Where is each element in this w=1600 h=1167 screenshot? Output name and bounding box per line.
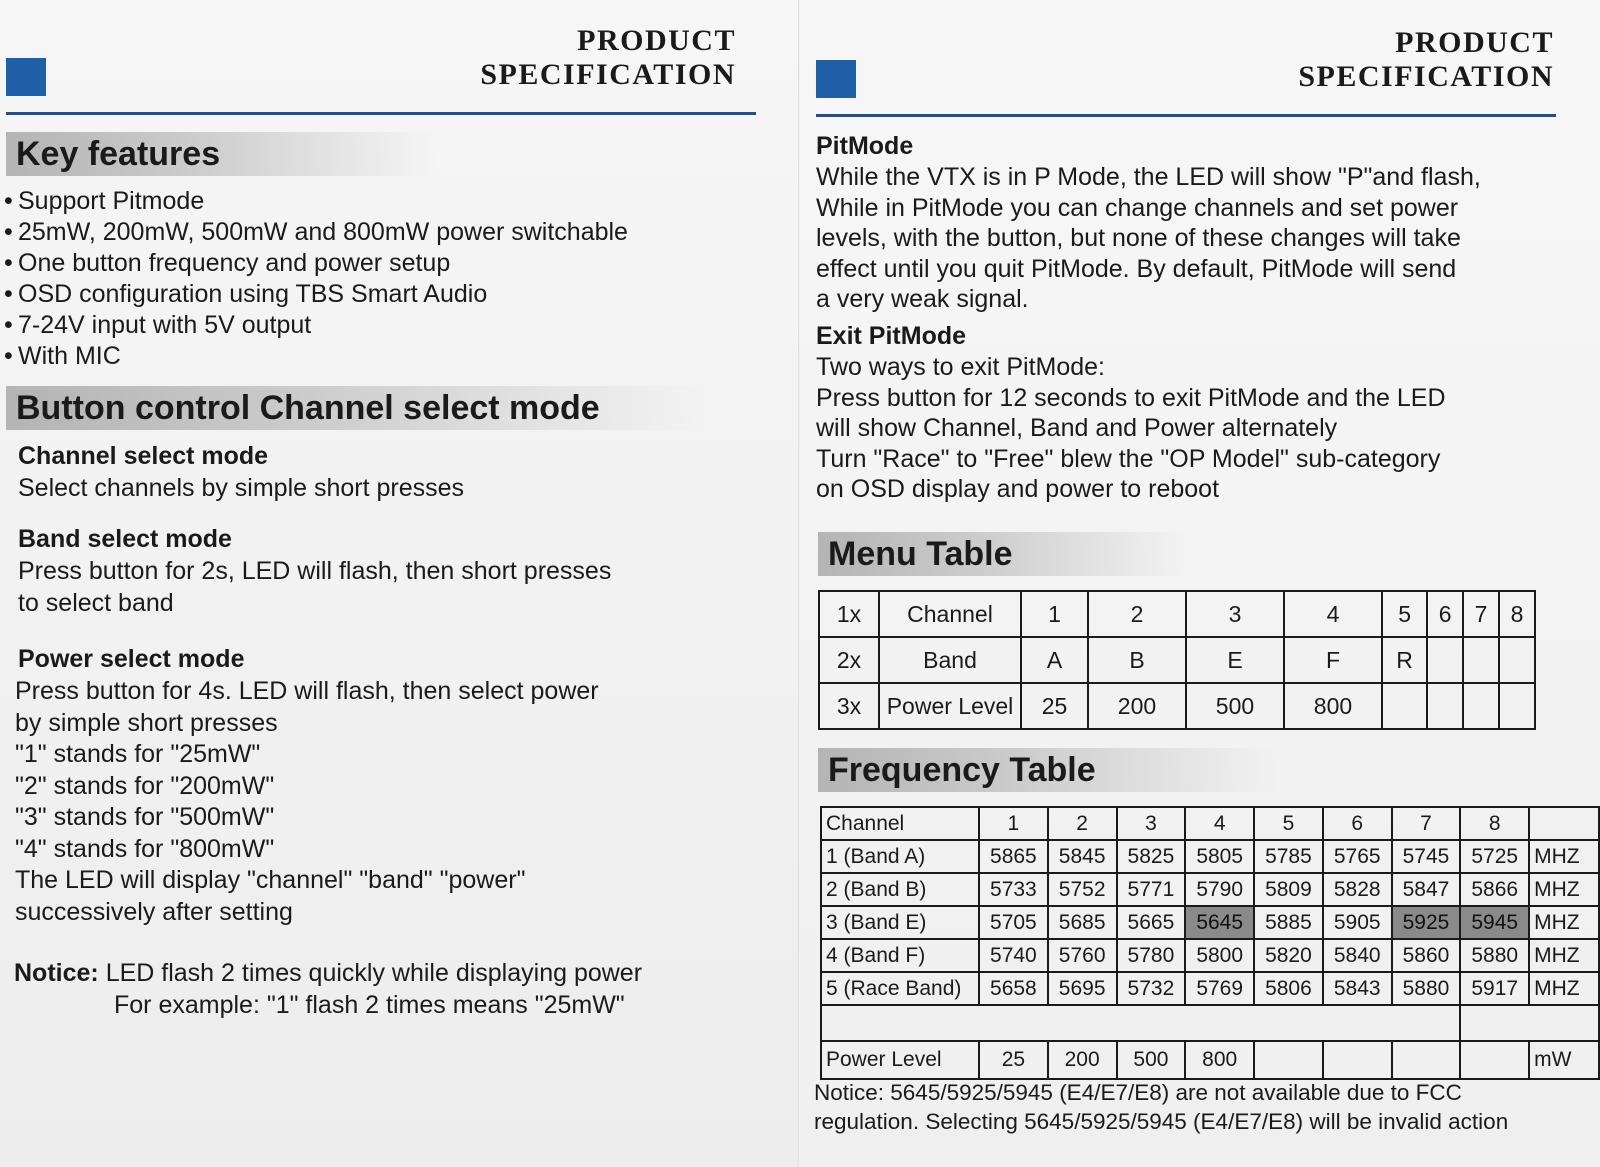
freq-value-cell: 5800 xyxy=(1185,939,1254,972)
freq-unit-cell: MHZ xyxy=(1529,906,1599,939)
menu-value-cell: F xyxy=(1284,637,1382,683)
menu-row xyxy=(819,591,1535,637)
fcc-notice-line2: regulation. Selecting 5645/5925/5945 (E4/E7/E8) will be invalid action xyxy=(814,1109,1509,1134)
bullet-icon: • xyxy=(4,249,13,277)
feature-item: • OSD configuration using TBS Smart Audio xyxy=(4,280,488,308)
menu-value-cell: 2 xyxy=(1088,591,1186,637)
menu-value-cell: 800 xyxy=(1284,683,1382,729)
menu-value-cell: 1 xyxy=(1021,591,1088,637)
freq-value-cell: 5790 xyxy=(1185,873,1254,906)
freq-row xyxy=(821,906,1599,939)
menu-value-cell: 25 xyxy=(1021,683,1088,729)
freq-value-cell: 5805 xyxy=(1185,840,1254,873)
header-rule xyxy=(816,114,1556,117)
notice-label: Notice: xyxy=(14,959,99,987)
freq-power-value xyxy=(1254,1041,1323,1079)
page-title-line2: SPECIFICATION xyxy=(1298,60,1554,93)
freq-value-cell: 5733 xyxy=(979,873,1048,906)
freq-value-cell: 5865 xyxy=(979,840,1048,873)
brand-square-icon xyxy=(6,58,46,96)
freq-unit-cell: MHZ xyxy=(1529,873,1599,906)
freq-value-cell: 5658 xyxy=(979,972,1048,1005)
freq-value-cell: 5917 xyxy=(1460,972,1529,1005)
freq-value-cell: 5806 xyxy=(1254,972,1323,1005)
header-rule xyxy=(6,112,756,115)
freq-row xyxy=(821,873,1599,906)
feature-item: • Support Pitmode xyxy=(4,187,205,215)
freq-spacer-row xyxy=(821,1005,1599,1041)
freq-spacer-cell xyxy=(821,1005,1460,1041)
key-features-list xyxy=(4,186,628,372)
freq-value-cell: 5665 xyxy=(1117,906,1186,939)
band-mode-title: Band select mode xyxy=(18,525,232,553)
freq-power-value: 500 xyxy=(1117,1041,1186,1079)
feature-item: • With MIC xyxy=(4,342,121,370)
freq-unit-cell: MHZ xyxy=(1529,972,1599,1005)
freq-value-cell: 5945 xyxy=(1460,906,1529,939)
page-title xyxy=(380,24,736,92)
pitmode-title: PitMode xyxy=(816,132,914,160)
exit-pitmode-title: Exit PitMode xyxy=(816,322,967,350)
band-mode-text: Press button for 2s, LED will flash, then short presses to select band xyxy=(18,557,612,617)
freq-value-cell: 5745 xyxy=(1392,840,1461,873)
freq-power-value: 800 xyxy=(1185,1041,1254,1079)
freq-channel-header: 7 xyxy=(1392,807,1461,840)
menu-value-cell: 8 xyxy=(1499,591,1535,637)
freq-power-value xyxy=(1460,1041,1529,1079)
freq-unit-cell: MHZ xyxy=(1529,840,1599,873)
page-title xyxy=(1200,26,1554,94)
menu-value-cell: 5 xyxy=(1382,591,1427,637)
freq-value-cell: 5785 xyxy=(1254,840,1323,873)
freq-channel-header: 4 xyxy=(1185,807,1254,840)
freq-value-cell: 5752 xyxy=(1048,873,1117,906)
menu-value-cell: B xyxy=(1088,637,1186,683)
freq-band-label: 5 (Race Band) xyxy=(821,972,979,1005)
button-control-heading: Button control Channel select mode xyxy=(6,386,706,430)
freq-unit-cell: MHZ xyxy=(1529,939,1599,972)
channel-mode-title: Channel select mode xyxy=(18,442,269,470)
bullet-icon: • xyxy=(4,280,13,308)
menu-row xyxy=(819,683,1535,729)
freq-row xyxy=(821,972,1599,1005)
freq-value-cell: 5845 xyxy=(1048,840,1117,873)
freq-power-value xyxy=(1392,1041,1461,1079)
bullet-icon: • xyxy=(4,218,13,246)
page-title-line1: PRODUCT xyxy=(577,24,736,57)
menu-value-cell xyxy=(1499,637,1535,683)
freq-channel-header: 2 xyxy=(1048,807,1117,840)
freq-value-cell: 5925 xyxy=(1392,906,1461,939)
freq-value-cell: 5740 xyxy=(979,939,1048,972)
menu-value-cell: 4 xyxy=(1284,591,1382,637)
freq-value-cell: 5725 xyxy=(1460,840,1529,873)
page-title-line2: SPECIFICATION xyxy=(480,58,736,91)
frequency-table xyxy=(820,806,1600,1080)
freq-band-label: 1 (Band A) xyxy=(821,840,979,873)
freq-power-label: Power Level xyxy=(821,1041,979,1079)
freq-power-value: 25 xyxy=(979,1041,1048,1079)
exit-pitmode-text: Two ways to exit PitMode: Press button for 12 seconds to exit PitMode and the LED will show Channel, Band and Power alternately Turn "Race" to "Free" blew the "OP Model" sub-category on OSD display and power to reboot xyxy=(816,353,1446,503)
menu-value-cell: 500 xyxy=(1186,683,1284,729)
freq-value-cell: 5732 xyxy=(1117,972,1186,1005)
freq-value-cell: 5780 xyxy=(1117,939,1186,972)
freq-value-cell: 5809 xyxy=(1254,873,1323,906)
freq-value-cell: 5645 xyxy=(1185,906,1254,939)
freq-value-cell: 5769 xyxy=(1185,972,1254,1005)
pitmode-text: While the VTX is in P Mode, the LED will show "P"and flash, While in PitMode you can change channels and set power levels, with the button, but none of these changes will take effect until you quit PitMode. By default, PitMode will send a very weak signal. xyxy=(816,163,1481,313)
freq-value-cell: 5860 xyxy=(1392,939,1461,972)
menu-table xyxy=(818,590,1536,730)
freq-value-cell: 5885 xyxy=(1254,906,1323,939)
menu-value-cell xyxy=(1463,637,1499,683)
feature-item: • 7-24V input with 5V output xyxy=(4,311,312,339)
freq-value-cell: 5760 xyxy=(1048,939,1117,972)
freq-row xyxy=(821,840,1599,873)
menu-label-cell: Channel xyxy=(879,591,1021,637)
feature-item: • 25mW, 200mW, 500mW and 800mW power switchable xyxy=(4,218,628,246)
bullet-icon: • xyxy=(4,342,13,370)
freq-header-label: Channel xyxy=(821,807,979,840)
menu-row xyxy=(819,637,1535,683)
menu-value-cell: R xyxy=(1382,637,1427,683)
freq-value-cell: 5905 xyxy=(1323,906,1392,939)
freq-value-cell: 5840 xyxy=(1323,939,1392,972)
bullet-icon: • xyxy=(4,187,13,215)
freq-power-unit: mW xyxy=(1529,1041,1599,1079)
menu-value-cell: 200 xyxy=(1088,683,1186,729)
menu-value-cell: 6 xyxy=(1427,591,1463,637)
menu-press-cell: 3x xyxy=(819,683,879,729)
power-mode-text: Press button for 4s. LED will flash, then select power by simple short presses "1" stands for "25mW" "2" stands for "200mW" "3" stands for "500mW" "4" stands for "800mW" The LED will display "channel" "band" "power" successively after setting xyxy=(15,677,599,926)
menu-value-cell xyxy=(1382,683,1427,729)
freq-value-cell: 5880 xyxy=(1392,972,1461,1005)
freq-channel-header: 3 xyxy=(1117,807,1186,840)
freq-band-label: 4 (Band F) xyxy=(821,939,979,972)
freq-channel-header: 6 xyxy=(1323,807,1392,840)
menu-table-heading: Menu Table xyxy=(818,532,1188,576)
freq-channel-header: 8 xyxy=(1460,807,1529,840)
freq-band-label: 2 (Band B) xyxy=(821,873,979,906)
freq-value-cell: 5771 xyxy=(1117,873,1186,906)
freq-value-cell: 5765 xyxy=(1323,840,1392,873)
freq-value-cell: 5866 xyxy=(1460,873,1529,906)
freq-power-row xyxy=(821,1041,1599,1079)
freq-value-cell: 5820 xyxy=(1254,939,1323,972)
frequency-table-heading: Frequency Table xyxy=(818,748,1278,792)
menu-value-cell xyxy=(1499,683,1535,729)
menu-value-cell xyxy=(1427,683,1463,729)
menu-value-cell xyxy=(1427,637,1463,683)
freq-value-cell: 5843 xyxy=(1323,972,1392,1005)
menu-value-cell: 3 xyxy=(1186,591,1284,637)
channel-mode-text: Select channels by simple short presses xyxy=(18,474,465,502)
freq-value-cell: 5880 xyxy=(1460,939,1529,972)
freq-channel-header: 5 xyxy=(1254,807,1323,840)
freq-value-cell: 5828 xyxy=(1323,873,1392,906)
freq-value-cell: 5705 xyxy=(979,906,1048,939)
freq-spacer-cell xyxy=(1460,1005,1599,1041)
key-features-heading: Key features xyxy=(6,132,436,176)
freq-band-label: 3 (Band E) xyxy=(821,906,979,939)
freq-header-row xyxy=(821,807,1599,840)
freq-value-cell: 5695 xyxy=(1048,972,1117,1005)
menu-press-cell: 1x xyxy=(819,591,879,637)
feature-item: • One button frequency and power setup xyxy=(4,249,451,277)
freq-power-value xyxy=(1323,1041,1392,1079)
page-title-line1: PRODUCT xyxy=(1395,26,1554,59)
freq-power-value: 200 xyxy=(1048,1041,1117,1079)
notice-line1: Notice: LED flash 2 times quickly while displaying power xyxy=(14,959,643,987)
power-mode-title: Power select mode xyxy=(18,645,245,673)
menu-label-cell: Band xyxy=(879,637,1021,683)
freq-channel-header: 1 xyxy=(979,807,1048,840)
freq-row xyxy=(821,939,1599,972)
freq-value-cell: 5847 xyxy=(1392,873,1461,906)
menu-press-cell: 2x xyxy=(819,637,879,683)
menu-value-cell: 7 xyxy=(1463,591,1499,637)
brand-square-icon xyxy=(816,60,856,98)
bullet-icon: • xyxy=(4,311,13,339)
fcc-notice-line1: Notice: 5645/5925/5945 (E4/E7/E8) are not available due to FCC xyxy=(814,1080,1462,1105)
menu-value-cell: A xyxy=(1021,637,1088,683)
menu-value-cell xyxy=(1463,683,1499,729)
menu-value-cell: E xyxy=(1186,637,1284,683)
freq-value-cell: 5685 xyxy=(1048,906,1117,939)
notice-line2: For example: "1" flash 2 times means "25mW" xyxy=(114,991,625,1019)
freq-unit-header xyxy=(1529,807,1599,840)
freq-value-cell: 5825 xyxy=(1117,840,1186,873)
menu-label-cell: Power Level xyxy=(879,683,1021,729)
